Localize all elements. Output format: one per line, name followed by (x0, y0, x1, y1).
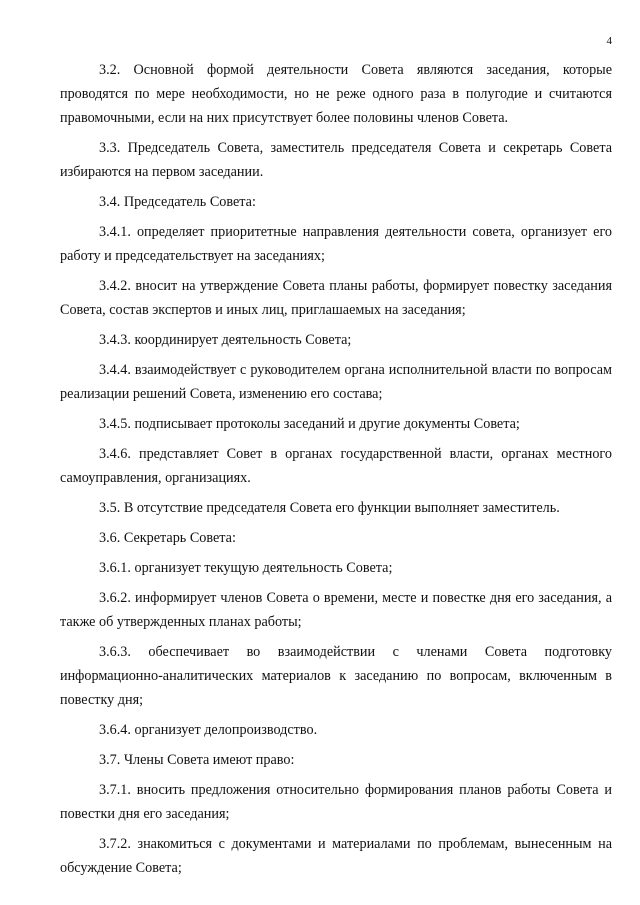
paragraph-3-5: 3.5. В отсутствие председателя Совета его функции выполняет заместитель. (99, 500, 560, 516)
paragraph-3-7-1: 3.7.1. вносить предложения относительно формирования планов работы Совета и повестки дня его заседания; (60, 782, 612, 822)
paragraph-3-6-1: 3.6.1. организует текущую деятельность Совета; (99, 560, 393, 576)
paragraph-3-4: 3.4. Председатель Совета: (99, 194, 256, 210)
paragraph-3-7-2: 3.7.2. знакомиться с документами и материалами по проблемам, вынесенным на обсуждение Совета; (60, 836, 612, 876)
paragraph-3-4-4: 3.4.4. взаимодействует с руководителем органа исполнительной власти по вопросам реализации решений Совета, изменению его состава; (60, 362, 612, 402)
paragraph-3-4-2: 3.4.2. вносит на утверждение Совета планы работы, формирует повестку заседания Совета, состав экспертов и иных лиц, приглашаемых на заседания; (60, 278, 612, 318)
paragraph-3-7: 3.7. Члены Совета имеют право: (99, 752, 295, 768)
paragraph-3-4-6: 3.4.6. представляет Совет в органах государственной власти, органах местного самоуправления, организациях. (60, 446, 612, 486)
paragraph-3-4-3: 3.4.3. координирует деятельность Совета; (99, 332, 352, 348)
paragraph-3-6: 3.6. Секретарь Совета: (99, 530, 236, 546)
paragraph-3-4-5: 3.4.5. подписывает протоколы заседаний и другие документы Совета; (99, 416, 520, 432)
paragraph-3-6-2: 3.6.2. информирует членов Совета о времени, месте и повестке дня его заседания, а также об утвержденных планах работы; (60, 590, 612, 630)
paragraph-3-2: 3.2. Основной формой деятельности Совета являются заседания, которые проводятся по мере необходимости, но не реже одного раза в полугодие и считаются правомочными, если на них присутствует более половины членов Совета. (60, 62, 612, 126)
document-body (60, 58, 612, 886)
paragraph-3-6-4: 3.6.4. организует делопроизводство. (99, 722, 318, 738)
page-number: 4 (606, 35, 612, 47)
paragraph-3-3: 3.3. Председатель Совета, заместитель председателя Совета и секретарь Совета избираются на первом заседании. (60, 140, 612, 180)
paragraph-3-4-1: 3.4.1. определяет приоритетные направления деятельности совета, организует его работу и председательствует на заседаниях; (60, 224, 612, 264)
paragraph-3-6-3: 3.6.3. обеспечивает во взаимодействии с членами Совета подготовку информационно-аналитических материалов к заседанию по вопросам, включенным в повестку дня; (60, 644, 612, 708)
